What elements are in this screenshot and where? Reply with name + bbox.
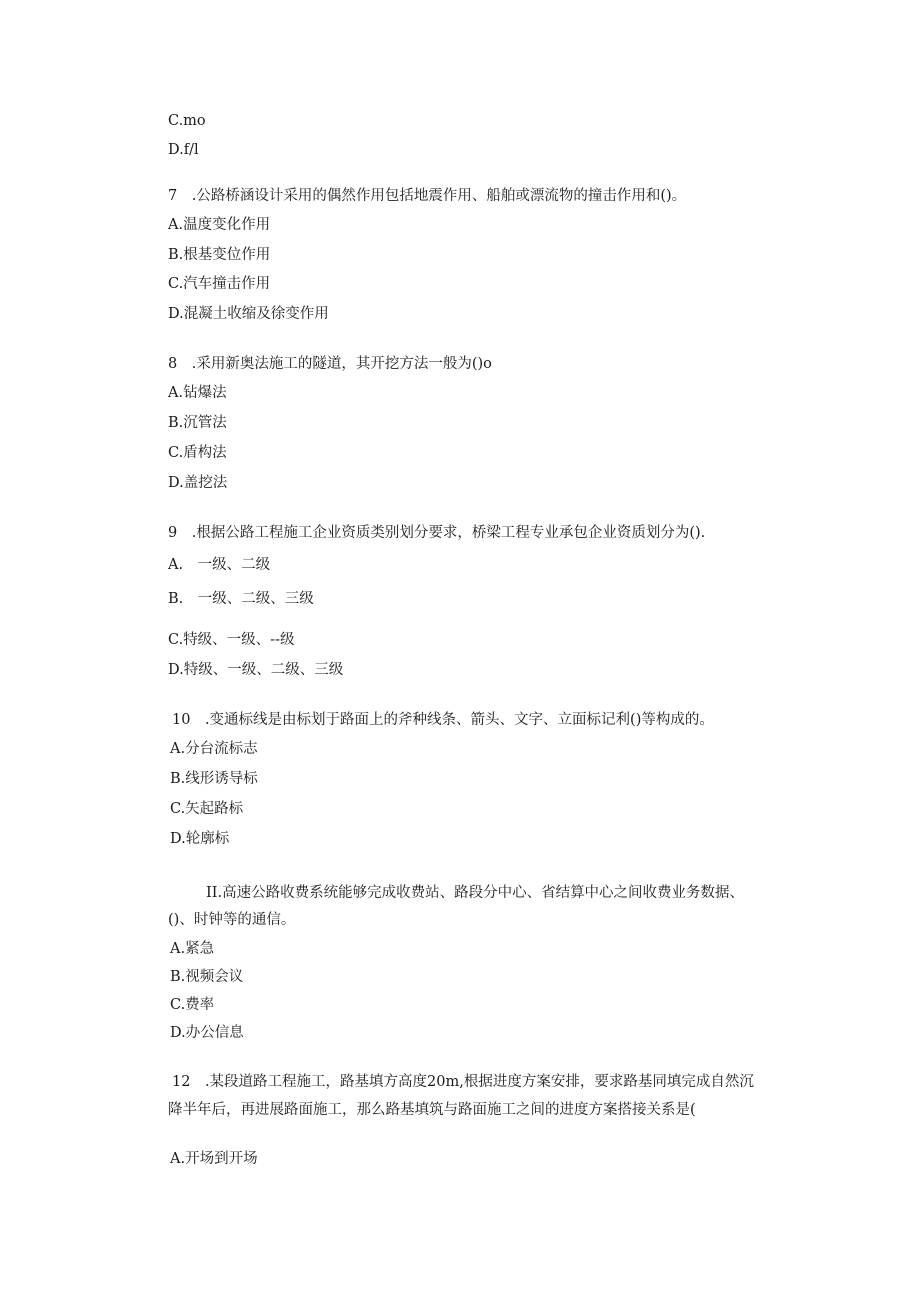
option-b-q7: B.根基变位作用 xyxy=(168,247,271,263)
question-11-line-1: II.高速公路收费系统能够完成收费站、路段分中心、省结算中心之间收费业务数据、 xyxy=(206,885,745,901)
option-c-q8: C.盾构法 xyxy=(168,445,227,461)
question-12-line-2: 降半年后，再进展路面施工，那么路基填筑与路面施工之间的进度方案搭接关系是( xyxy=(168,1102,696,1118)
option-a-q7: A.温度变化作用 xyxy=(168,217,271,233)
option-a-q11: A.紧急 xyxy=(170,941,215,957)
option-c-q6: C.mo xyxy=(168,113,206,129)
option-d-q9: D.特级、一级、二级、三级 xyxy=(168,662,344,678)
option-d-q7: D.混凝土收缩及徐变作用 xyxy=(168,306,329,322)
option-c-q7: C.汽车撞击作用 xyxy=(168,276,271,292)
option-b-q9: B. 一级、二级、三级 xyxy=(168,591,314,607)
option-c-q10: C.矢起路标 xyxy=(170,801,244,817)
question-9: 9 .根据公路工程施工企业资质类别划分要求，桥梁工程专业承包企业资质划分为(). xyxy=(168,525,706,541)
option-a-q10: A.分台流标志 xyxy=(170,741,258,757)
option-b-q10: B.线形诱导标 xyxy=(170,771,258,787)
question-12-line-1: 12 .某段道路工程施工，路基填方高度20m,根据进度方案安排，要求路基同填完成自然沉 xyxy=(172,1074,754,1090)
option-d-q8: D.盖挖法 xyxy=(168,475,228,491)
option-b-q11: B.视频会议 xyxy=(170,969,244,985)
question-8: 8 .采用新奥法施工的隧道，其开挖方法一般为()o xyxy=(168,356,492,372)
option-c-q9: C.特级、一级、--级 xyxy=(168,632,295,648)
option-c-q11: C.费率 xyxy=(170,997,215,1013)
question-7: 7 .公路桥涵设计采用的偶然作用包括地震作用、船舶或漂流物的撞击作用和()。 xyxy=(168,188,687,204)
option-d-q11: D.办公信息 xyxy=(170,1025,244,1041)
option-d-q6: D.f/l xyxy=(168,142,199,158)
option-b-q8: B.沉管法 xyxy=(168,415,227,431)
option-a-q12: A.开场到开场 xyxy=(170,1151,258,1167)
option-d-q10: D.轮廓标 xyxy=(170,831,230,847)
question-11-line-2: ()、时钟等的通信。 xyxy=(168,912,296,928)
option-a-q9: A. 一级、二级 xyxy=(168,557,271,573)
option-a-q8: A.钻爆法 xyxy=(168,385,227,401)
question-10: 10 .变通标线是由标划于路面上的斧种线条、箭头、文字、立面标记利()等构成的。 xyxy=(172,712,714,728)
